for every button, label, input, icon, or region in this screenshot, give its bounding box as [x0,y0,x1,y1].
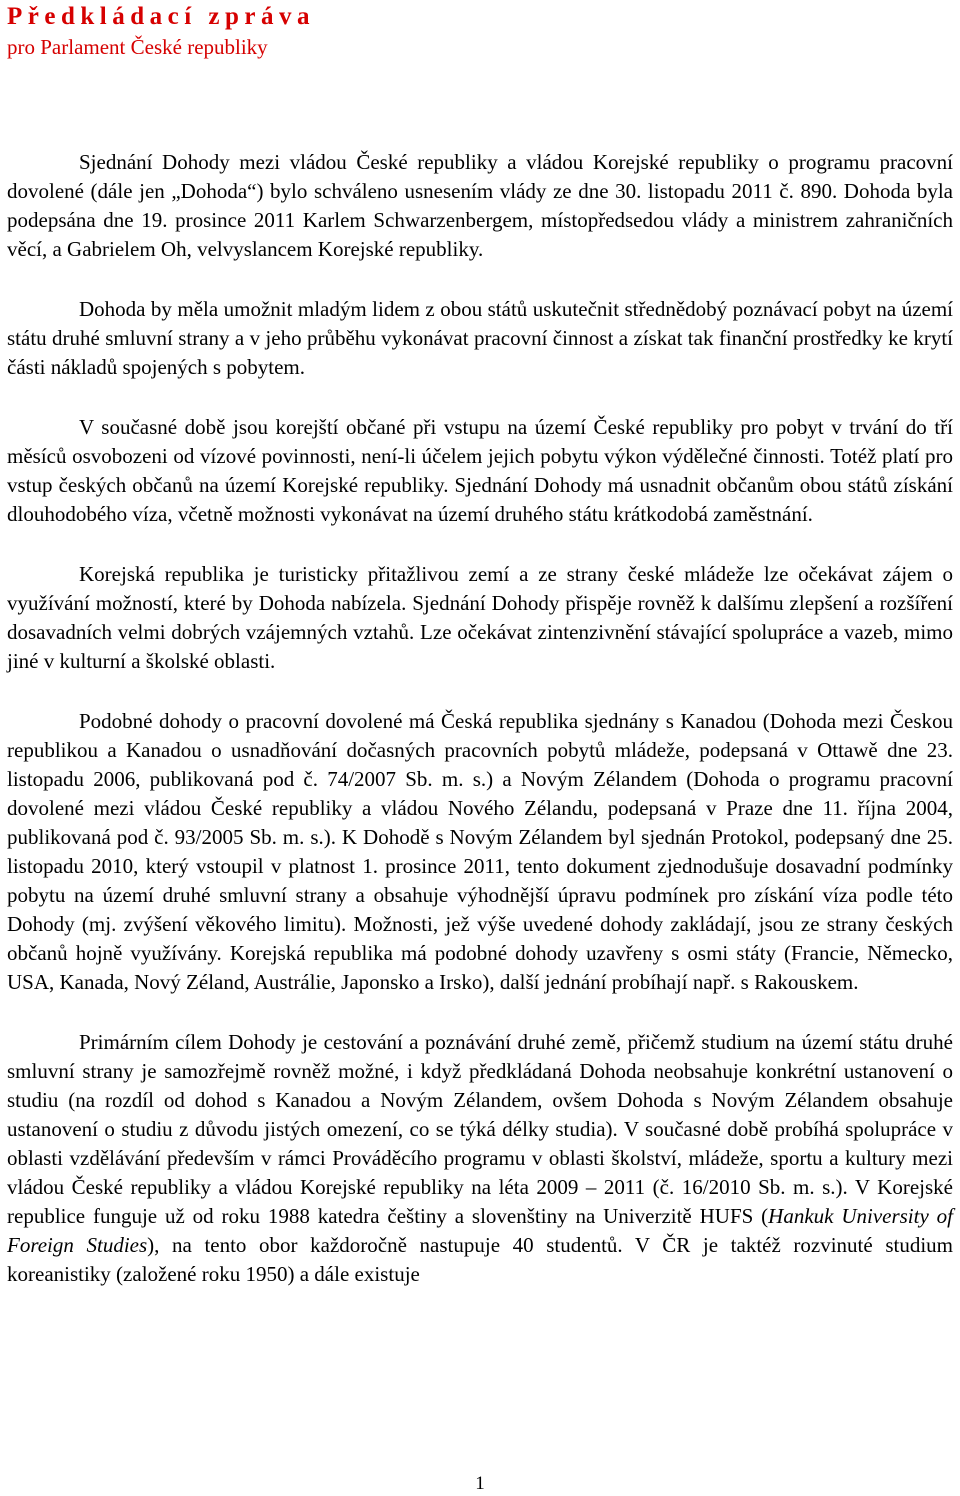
paragraph-4: Korejská republika je turisticky přitažlivou zemí a ze strany české mládeže lze očekávat zájem o využívání možností, které by Dohoda nabízela. Sjednání Dohody přispěje rovněž k dalšímu zlepšení a rozšíření dosavadních velmi dobrých vzájemných vztahů. Lze očekávat zintenzivnění stávající spolupráce a vazeb, mimo jiné v kulturní a školské oblasti. [7,562,953,673]
page-number: 1 [475,1473,485,1494]
paragraph-2: Dohoda by měla umožnit mladým lidem z obou států uskutečnit střednědobý poznávací pobyt na území státu druhé smluvní strany a v jeho průběhu vykonávat pracovní činnost a získat tak finanční prostředky ke krytí části nákladů spojených s pobytem. [7,297,953,379]
paragraph-1: Sjednání Dohody mezi vládou České republiky a vládou Korejské republiky o programu pracovní dovolené (dále jen „Dohoda“) bylo schváleno usnesením vlády ze dne 30. listopadu 2011 č. 890. Dohoda byla podepsána dne 19. prosince 2011 Karlem Schwarzenbergem, místopředsedou vlády a ministrem zahraničních věcí, a Gabrielem Oh, velvyslancem Korejské republiky. [7,150,953,261]
paragraph-3: V současné době jsou korejští občané při vstupu na území České republiky pro pobyt v trvání do tří měsíců osvobozeni od vízové povinnosti, není-li účelem jejich pobytu výkon výdělečné činnosti. Totéž platí pro vstup českých občanů na území Korejské republiky. Sjednání Dohody má usnadnit občanům obou států získání dlouhodobého víza, včetně možnosti vykonávat na území druhého státu krátkodobá zaměstnání. [7,415,953,526]
document-body [7,148,953,1320]
document-page [7,0,953,1496]
paragraph-6 [7,1028,953,1289]
document-subtitle: pro Parlament České republiky [7,35,268,59]
paragraph-6-text-b: ), na tento obor každoročně nastupuje 40 studentů. V ČR je taktéž rozvinuté studium koreanistiky (založené roku 1950) a dále existuje [7,1233,953,1286]
document-title: Předkládací zpráva [7,3,316,30]
paragraph-6-text-a: Primárním cílem Dohody je cestování a poznávání druhé země, přičemž studium na území státu druhé smluvní strany je samozřejmě rovněž možné, i když předkládaná Dohoda neobsahuje konkrétní ustanovení o studiu (na rozdíl od dohod s Kanadou a Novým Zélandem, ovšem Dohoda s Novým Zélandem obsahuje ustanovení o studiu z důvodu jistých omezení, co se týká délky studia). V současné době probíhá spolupráce v oblasti vzdělávání především v rámci Prováděcího programu v oblasti školství, mládeže, sportu a kultury mezi vládou České republiky a vládou Korejské republiky na léta 2009 – 2011 (č. 16/2010 Sb. m. s.). V Korejské republice funguje už od roku 1988 katedra češtiny a slovenštiny na Univerzitě HUFS ( [7,1030,953,1228]
paragraph-5: Podobné dohody o pracovní dovolené má Česká republika sjednány s Kanadou (Dohoda mezi Českou republikou a Kanadou o usnadňování dočasných pracovních pobytů mládeže, podepsaná v Ottawě dne 23. listopadu 2006, publikovaná pod č. 74/2007 Sb. m. s.) a Novým Zélandem (Dohoda o programu pracovní dovolené mezi vládou České republiky a vládou Nového Zélandu, podepsaná v Praze dne 11. října 2004, publikovaná pod č. 93/2005 Sb. m. s.). K Dohodě s Novým Zélandem byl sjednán Protokol, podepsaný dne 25. listopadu 2010, který vstoupil v platnost 1. prosince 2011, tento dokument zjednodušuje dosavadní podmínky pobytu na území druhé smluvní strany a obsahuje výhodnější úpravu podmínek pro získání víza podle této Dohody (mj. zvýšení věkového limitu). Možnosti, jež výše uvedené dohody zakládají, jsou ze strany českých občanů hojně využívány. Korejská republika má podobné dohody uzavřeny s osmi státy (Francie, Německo, USA, Kanada, Nový Zéland, Austrálie, Japonsko a Irsko), další jednání probíhají např. s Rakouskem. [7,709,953,994]
paragraph-6-university-name: Hankuk University of Foreign Studies [7,1204,953,1257]
